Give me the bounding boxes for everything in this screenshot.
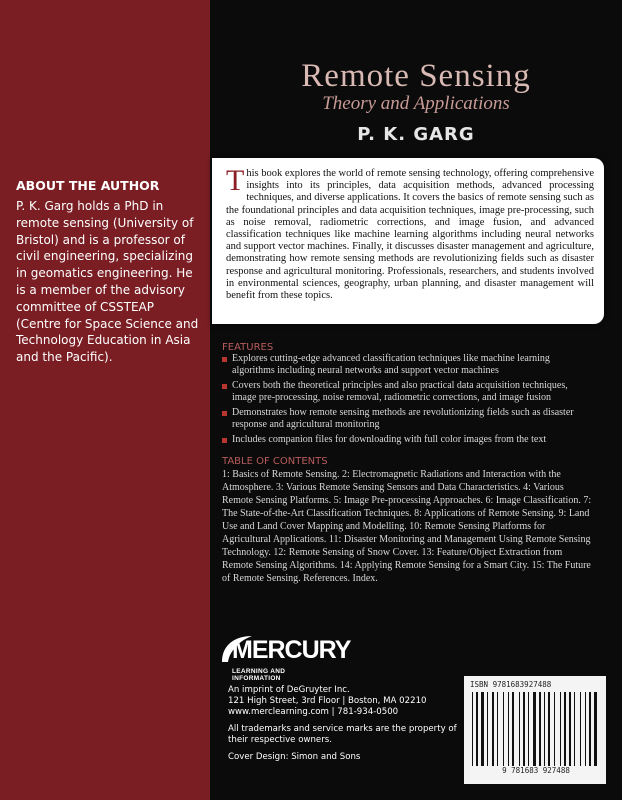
logo-word: MERCURY (232, 636, 351, 664)
feature-item (222, 407, 592, 431)
barcode-bar (476, 692, 478, 766)
publisher-imprint: An imprint of DeGruyter Inc. (228, 685, 350, 695)
bullet-icon (222, 384, 227, 389)
barcode-bar (512, 692, 514, 766)
barcode-bar (497, 692, 498, 766)
publisher-address: 121 High Street, 3rd Floor | Boston, MA 02210 (228, 696, 427, 706)
barcode-bar (554, 692, 555, 766)
isbn-label: ISBN 9781683927488 (470, 680, 552, 689)
toc-heading: TABLE OF CONTENTS (222, 456, 328, 467)
logo-subtitle: LEARNING AND INFORMATION (232, 668, 286, 682)
feature-text: Explores cutting-edge advanced classification techniques like machine learning algorithms including neural networks and support vector machines (232, 353, 550, 376)
about-heading: ABOUT THE AUTHOR (16, 178, 160, 193)
barcode-bar (481, 692, 484, 766)
barcode-bar (594, 692, 597, 766)
bullet-icon (222, 411, 227, 416)
book-title: Remote Sensing (301, 58, 531, 94)
barcode-bars (470, 692, 602, 766)
barcode-bar (585, 692, 586, 766)
barcode-bar (544, 692, 545, 766)
barcode-bar (492, 692, 494, 766)
feature-item (222, 353, 592, 377)
feature-item (222, 434, 592, 446)
isbn-digits: 9 781683 927488 (502, 766, 570, 775)
feature-text: Demonstrates how remote sensing methods are revolutionizing fields such as disaster response and agricultural monitoring (232, 407, 574, 430)
barcode-bar (548, 692, 550, 766)
barcode-bar (574, 692, 575, 766)
barcode-bar (564, 692, 566, 766)
book-author: P. K. GARG (357, 124, 475, 145)
features-list (222, 353, 592, 449)
barcode-bar (560, 692, 561, 766)
toc-text: 1: Basics of Remote Sensing. 2: Electromagnetic Radiations and Interaction with the Atmosphere. 3: Various Remote Sensing Sensors and Data Characteristics. 4: Various Remote Sensing Platforms. 5: Image Pre-processing Approaches. 6: Image Classification. 7: The State-of-the-Art Classification Techniques. 8: Applications of Remote Sensing. 9: Land Use and Land Cover Mapping and Modelling. 10: Remote Sensing Platforms for Agricultural Applications. 11: Disaster Monitoring and Management Using Remote Sensing Technology. 12: Remote Sensing of Snow Cover. 13: Feature/Object Extraction from Remote Sensing Algorithms. 14: Applying Remote Sensing for a Smart City. 15: The Future of Remote Sensing. References. Index. (222, 469, 592, 584)
publisher-logo (218, 632, 351, 682)
barcode-bar (589, 692, 591, 766)
barcode-bar (528, 692, 529, 766)
barcode-bar (519, 692, 520, 766)
blurb-dropcap: T (226, 164, 245, 197)
barcode (464, 676, 606, 784)
barcode-bar (539, 692, 541, 766)
barcode-bar (472, 692, 473, 766)
bullet-icon (222, 438, 227, 443)
blurb-box (212, 158, 604, 324)
publisher-web: www.merclearning.com | 781-934-0500 (228, 707, 399, 717)
barcode-bar (508, 692, 509, 766)
publisher-info (228, 685, 458, 763)
feature-item (222, 380, 592, 404)
features-heading: FEATURES (222, 342, 274, 353)
barcode-bar (533, 692, 536, 766)
feature-text: Covers both the theoretical principles and also practical data acquisition techniques, image pre-processing, noise removal, radiometric corrections, and image fusion (232, 380, 568, 403)
barcode-bar (503, 692, 504, 766)
about-text: P. K. Garg holds a PhD in remote sensing (University of Bristol) and is a professor of civil engineering, specializing in geomatics engineering. He is a member of the advisory committee of CSSTEAP (Centre for Space Science and Technology Education in Asia and the Pacific). (16, 199, 199, 365)
barcode-bar (580, 692, 581, 766)
bullet-icon (222, 357, 227, 362)
trademark-notice: All trademarks and service marks are the property of their respective owners. (228, 724, 457, 745)
left-panel (0, 0, 210, 800)
feature-text: Includes companion files for downloading with full color images from the text (232, 434, 547, 445)
barcode-bar (523, 692, 525, 766)
cover-design-credit: Cover Design: Simon and Sons (228, 752, 361, 762)
book-subtitle: Theory and Applications (322, 93, 510, 114)
blurb-text: his book explores the world of remote sensing technology, offering comprehensive insights into its principles, data acquisition methods, advanced processing techniques, and diverse applications. It covers the basics of remote sensing such as the foundational principles and data acquisition techniques, image pre-processing, such as noise removal, radiometric corrections, and image fusion, and advanced classification techniques like machine learning algorithms including neural networks and support vector machines. Finally, it discusses disaster management and agriculture, demonstrating how remote sensing methods are revolutionizing fields such as disaster response and agricultural monitoring. Professionals, researchers, and students involved in environmental sciences, geography, urban planning, and disaster management will benefit from these topics. (226, 168, 594, 302)
barcode-bar (569, 692, 571, 766)
barcode-bar (487, 692, 488, 766)
